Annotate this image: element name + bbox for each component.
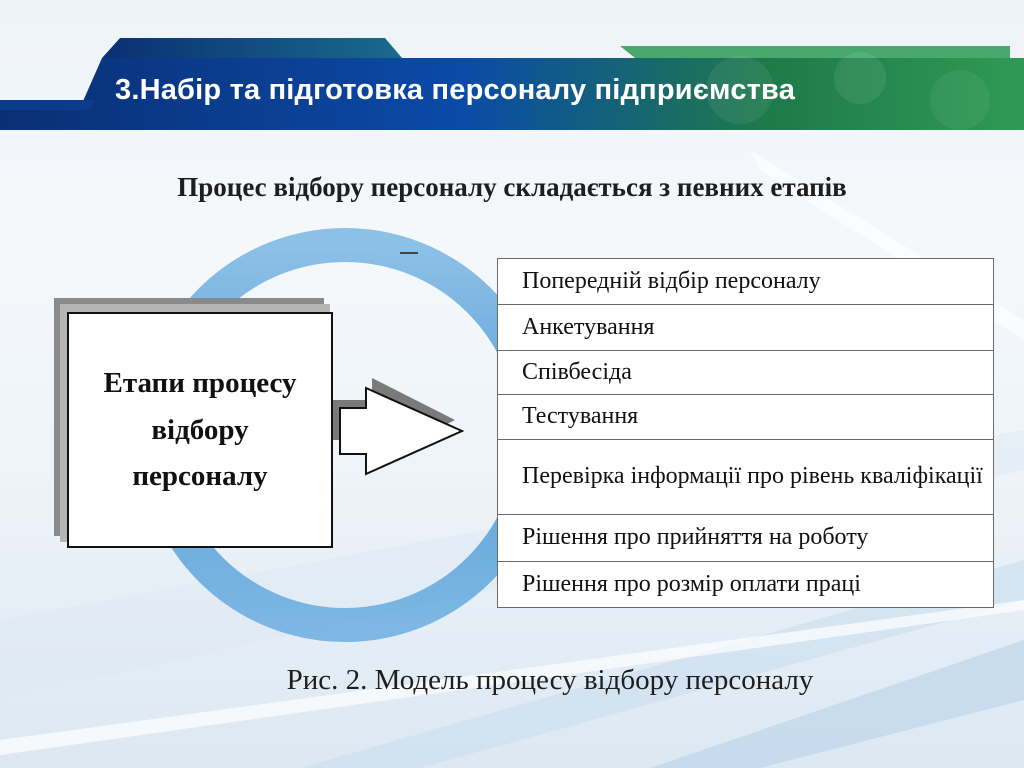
table-row xyxy=(498,305,994,351)
slide-title: 3.Набір та підготовка персоналу підприємства xyxy=(115,74,796,106)
source-box-line: Етапи процесу xyxy=(103,367,297,400)
source-box-line: відбору xyxy=(151,413,249,446)
diagram-subtitle: Процес відбору персоналу складається з певних етапів xyxy=(177,172,847,202)
stage-cell: Рішення про розмір оплати праці xyxy=(498,562,994,608)
stage-cell: Попередній відбір персоналу xyxy=(498,259,994,305)
stage-cell: Перевірка інформації про рівень кваліфікації xyxy=(498,440,994,515)
stage-cell: Анкетування xyxy=(498,305,994,351)
stages-source-box xyxy=(67,312,333,548)
stage-cell: Рішення про прийняття на роботу xyxy=(498,515,994,562)
source-box-line: персоналу xyxy=(132,460,268,493)
stage-cell: Співбесіда xyxy=(498,351,994,395)
table-row xyxy=(498,440,994,515)
table-row xyxy=(498,515,994,562)
stages-table xyxy=(497,258,994,608)
stage-cell: Тестування xyxy=(498,395,994,440)
table-row xyxy=(498,351,994,395)
figure-caption: Рис. 2. Модель процесу відбору персоналу xyxy=(286,664,814,696)
tick-mark xyxy=(400,252,418,254)
table-row xyxy=(498,395,994,440)
table-row xyxy=(498,259,994,305)
table-row xyxy=(498,562,994,608)
